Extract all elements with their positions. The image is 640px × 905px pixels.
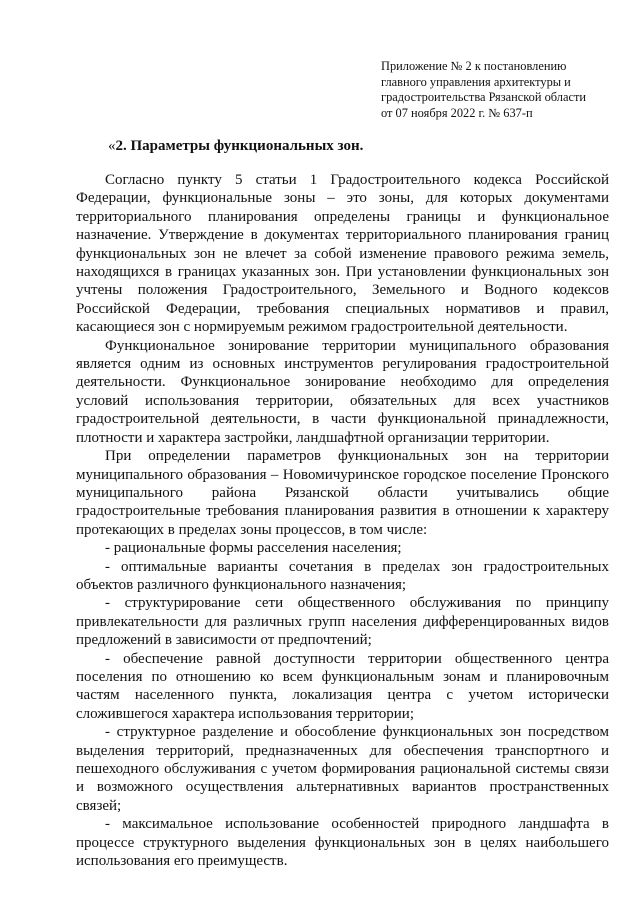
list-item-combination: - оптимальные варианты сочетания в пределах зон градостроительных объектов различного функционального назначения; <box>76 558 609 593</box>
appendix-line-3: градостроительства Рязанской области <box>381 90 586 105</box>
paragraph-definition: Согласно пункту 5 статьи 1 Градостроительного кодекса Российской Федерации, функциональные зоны – это зоны, для которых документами территориального планирования определены границы и функциональное назначение. Утверждение в документах территориального планирования границ функциональных зон не влечет за собой изменение правового режима земель, находящихся в границах указанных зон. При установлении функциональных зон учтены положения Градостроительного, Земельного и Водного кодексов Российской Федерации, требования специальных нормативов и правил, касающиеся зон с нормируемым режимом градостроительной деятельности. <box>76 172 609 336</box>
appendix-note <box>381 59 621 121</box>
list-item-zone-separation: - структурное разделение и обособление функциональных зон посредством выделения территорий, предназначенных для обеспечения транспортного и пешеходного обслуживания с учетом формирования рациональной системы связи и возможного осуществления альтернативных вариантов пространственных связей; <box>76 724 609 814</box>
document-body <box>76 171 609 870</box>
appendix-line-2: главного управления архитектуры и <box>381 74 571 89</box>
paragraph-requirements-intro: При определении параметров функциональных зон на территории муниципального образования – Новомичуринское городское поселение Пронского муниципального района Рязанской области учитывались общие градостроительные требования планирования развития в отношении к характеру протекающих в пределах зоны процессов, в том числе: <box>76 448 609 538</box>
list-item-center-access: - обеспечение равной доступности территории общественного центра поселения по отношению ко всем функциональным зонам и планировочным частям населенного пункта, локализация центра с учетом исторически сложившегося характера использования территории; <box>76 650 609 722</box>
list-item-settlement: - рациональные формы расселения населения; <box>105 540 402 557</box>
paragraph-zoning-purpose: Функциональное зонирование территории муниципального образования является одним из основных инструментов регулирования градостроительной деятельности. Функциональное зонирование необходимо для определения условий использования территории, обязательных для всех участников градостроительной деятельности, в части функциональной принадлежности, плотности и характера застройки, ландшафтной организации территории. <box>76 337 609 446</box>
section-heading <box>108 136 363 156</box>
appendix-line-1: Приложение № 2 к постановлению <box>381 59 567 73</box>
list-item-service-network: - структурирование сети общественного обслуживания по принципу привлекательности для различных групп населения дифференцированных видов предложений в зависимости от предпочтений; <box>76 595 609 649</box>
list-item-landscape: - максимальное использование особенностей природного ландшафта в процессе структурного выделения функциональных зон в целях наибольшего использования его преимуществ. <box>76 816 609 870</box>
opening-quote: « <box>108 138 116 154</box>
appendix-line-4: от 07 ноября 2022 г. № 637-п <box>381 105 533 120</box>
section-title: 2. Параметры функциональных зон. <box>115 138 364 154</box>
